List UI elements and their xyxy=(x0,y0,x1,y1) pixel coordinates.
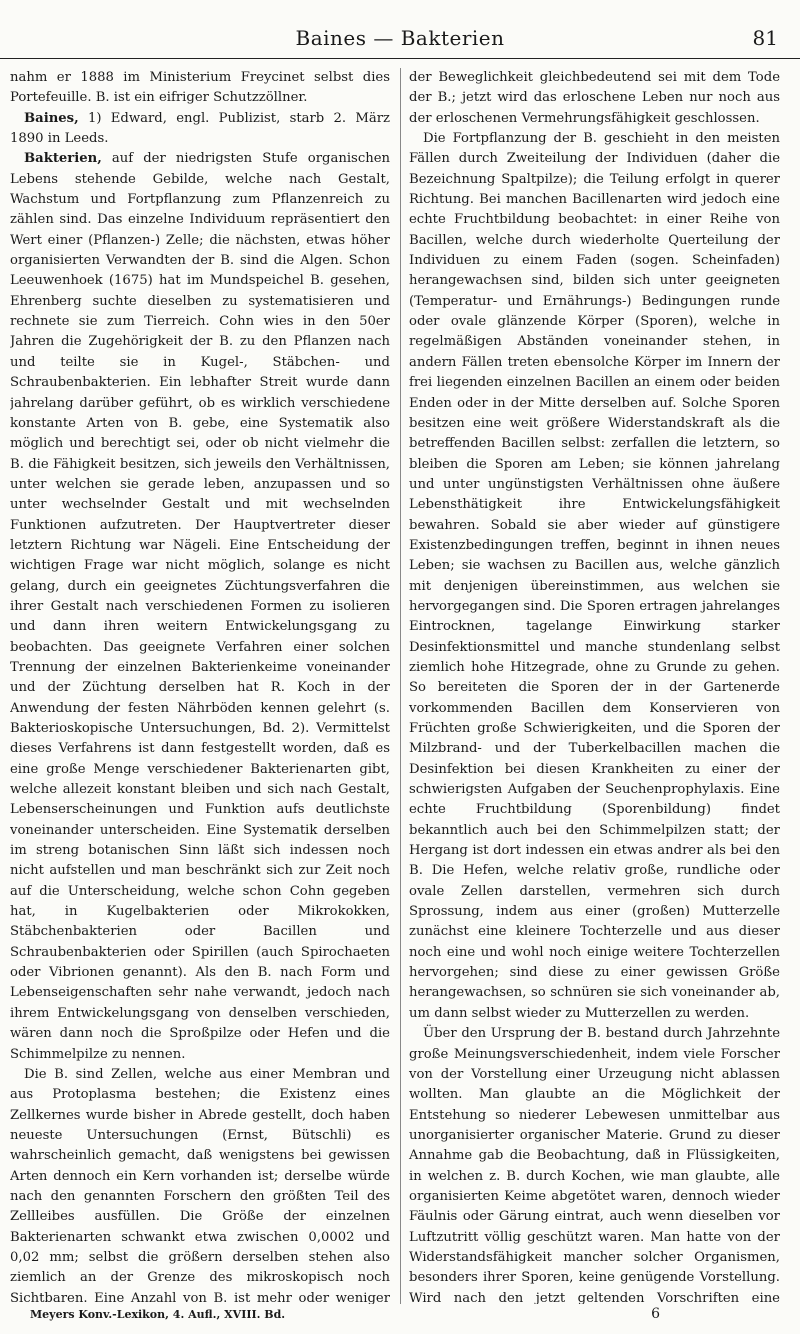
entry-baines xyxy=(10,109,390,150)
entry-text: 1) Edward, engl. Publizist, starb 2. März 1890 in Leeds. xyxy=(10,110,390,147)
entry-headword: Bakterien, xyxy=(24,151,102,167)
page-number: 81 xyxy=(752,26,778,50)
entry-text: auf der niedrigsten Stufe organischen Lebens stehende Gebilde, welche nach Gestalt, Wachstum und Fortpflanzung zum Pflanzenreich zu zählen sind. Das einzelne Individuum repräsentiert den Wert einer (Pflanzen-) Zelle; die nächsten, etwas höher organisierten Verwandten der B. sind die Algen. Schon Leeuwenhoek (1675) hat im Mundspeichel B. gesehen, Ehrenberg suchte dieselben zu systematisieren und rechnete sie zum Tierreich. Cohn wies in den 50er Jahren die Zugehörigkeit der B. zu den Pflanzen nach und teilte sie in Kugel-, Stäbchen- und Schraubenbakterien. Ein lebhafter Streit wurde dann jahrelang darüber geführt, ob es wirklich verschiedene konstante Arten von B. gebe, eine Systematik also möglich und berechtigt sei, oder ob nicht vielmehr die B. die Fähigkeit besitzen, sich jeweils den Verhältnissen, unter welchen sie gerade leben, anzupassen und so unter wechselnder Gestalt und mit wechselnden Funktionen aufzutreten. Der Hauptvertreter dieser letztern Richtung war Nägeli. Eine Entscheidung der wichtigen Frage war nicht möglich, solange es nicht gelang, durch ein geeignetes Züchtungsverfahren die ihrer Gestalt nach verschiedenen Formen zu isolieren und dann ihren weitern Entwickelungsgang zu beobachten. Das geeignete Verfahren einer solchen Trennung der einzelnen Bakterienkeime voneinander und der Züchtung derselben hat R. Koch in der Anwendung der festen Nährböden kennen gelehrt (s. Bakterioskopische Untersuchungen, Bd. 2). Vermittelst dieses Verfahrens ist dann festgestellt worden, daß es eine große Menge verschiedener Bakterienarten gibt, welche allezeit konstant bleiben und sich nach Gestalt, Lebenserscheinungen und Funktion aufs deutlichste voneinander unterscheiden. Eine Systematik derselben im streng botanischen Sinn läßt sich indessen noch nicht aufstellen und man beschränkt sich zur Zeit noch auf die Unterscheidung, welche schon Cohn gegeben hat, in Kugelbakterien oder Mikrokokken, Stäbchenbakterien oder Bacillen und Schraubenbakterien oder Spirillen (auch Spirochaeten oder Vibrionen genannt). Als den B. nach Form und Lebenseigenschaften sehr nahe verwandt, jedoch nach ihrem Entwickelungsgang von denselben verschieden, wären dann noch die Sproßpilze oder Hefen und die Schimmelpilze zu nennen. xyxy=(10,151,390,1062)
running-header xyxy=(0,22,800,59)
left-column xyxy=(10,68,390,1304)
footer-credit: Meyers Konv.-Lexikon, 4. Aufl., XVIII. Bd. xyxy=(30,1308,286,1321)
entry-bakterien xyxy=(10,149,390,1064)
footer xyxy=(20,1306,780,1328)
entry-headword: Baines, xyxy=(24,110,79,126)
right-column xyxy=(400,68,780,1304)
signature-mark: 6 xyxy=(651,1306,660,1322)
paragraph: Die Fortpflanzung der B. geschieht in den meisten Fällen durch Zweiteilung der Individuen (daher die Bezeichnung Spaltpilze); die Teilung erfolgt in querer Richtung. Bei manchen Bacillenarten wird jedoch eine echte Fruchtbildung beobachtet: in einer Reihe von Bacillen, welche durch wiederholte Querteilung der Individuen zu einem Faden (sogen. Scheinfaden) herangewachsen sind, bilden sich unter geeigneten (Temperatur- und Ernährungs-) Bedingungen runde oder ovale glänzende Körper (Sporen), welche in regelmäßigen Abständen voneinander stehen, in andern Fällen treten ebensolche Körper im Innern der frei liegenden einzelnen Bacillen an einem oder beiden Enden oder in der Mitte derselben auf. Solche Sporen besitzen eine weit größere Widerstandskraft als die betreffenden Bacillen selbst: zerfallen die letztern, so bleiben die Sporen am Leben; sie können jahrelang und unter ungünstigsten Verhältnissen ohne äußere Lebensthätigkeit ihre Entwickelungsfähigkeit bewahren. Sobald sie aber wieder auf günstigere Existenzbedingungen treffen, beginnt in ihnen neues Leben; sie wachsen zu Bacillen aus, welche gänzlich mit denjenigen übereinstimmen, aus welchen sie hervorgegangen sind. Die Sporen ertragen jahrelanges Eintrocknen, tagelange Einwirkung starker Desinfektionsmittel und manche stundenlang selbst ziemlich hohe Hitzegrade, ohne zu Grunde zu gehen. So bereiteten die Sporen der in der Gartenerde vorkommenden Bacillen dem Konservieren von Früchten große Schwierigkeiten, und die Sporen der Milzbrand- und der Tuberkelbacillen machen die Desinfektion bei diesen Krankheiten zu einer der schwierigsten Aufgaben der Seuchenprophylaxis. Eine echte Fruchtbildung (Sporenbildung) findet bekanntlich auch bei den Schimmelpilzen statt; der Hergang ist dort indessen ein etwas andrer als bei den B. Die Hefen, welche relativ große, rundliche oder ovale Zellen darstellen, vermehren sich durch Sprossung, indem aus einer (großen) Mutterzelle zunächst eine kleinere Tochterzelle und aus dieser noch eine und wohl noch einige weitere Tochterzellen hervorgehen; sind diese zu einer gewissen Größe herangewachsen, so schnüren sie sich voneinander ab, um dann selbst wieder zu Mutterzellen zu werden. xyxy=(409,131,780,1021)
paragraph: nahm er 1888 im Ministerium Freycinet selbst dies Portefeuille. B. ist ein eifriger Schutzzöllner. xyxy=(10,70,390,106)
paragraph: Die B. sind Zellen, welche aus einer Membran und aus Protoplasma bestehen; die Existenz eines Zellkernes wurde bisher in Abrede gestellt, doch haben neueste Untersuchungen (Ernst, Bütschli) es wahrscheinlich gemacht, daß wenigstens bei gewissen Arten dennoch ein Kern vorhanden ist; derselbe würde nach den genannten Forschern den größten Teil des Zellleibes ausfüllen. Die Größe der einzelnen Bakterienarten schwankt etwa zwischen 0,0002 und 0,02 mm; selbst die größern derselben stehen also ziemlich an der Grenze des mikroskopisch noch Sichtbaren. Eine Anzahl von B. ist mehr oder weniger xyxy=(10,1066,390,1304)
header-title: Baines — Bakterien xyxy=(295,26,505,50)
paragraph: der Beweglichkeit gleichbedeutend sei mit dem Tode der B.; jetzt wird das erloschene Leben nur noch aus der erloschenen Vermehrungsfähigkeit geschlossen. xyxy=(409,70,780,126)
paragraph: Über den Ursprung der B. bestand durch Jahrzehnte große Meinungsverschiedenheit, indem viele Forscher von der Vorstellung einer Urzeugung nicht ablassen wollten. Man glaubte an die Möglichkeit der Entstehung so niederer Lebewesen unmittelbar aus unorganisierter organischer Materie. Grund zu dieser Annahme gab die Beobachtung, daß in Flüssigkeiten, in welchen z. B. durch Kochen, wie man glaubte, alle organisierten Keime abgetötet waren, dennoch wieder Fäulnis oder Gärung eintrat, auch wenn dieselben vor Luftzutritt völlig geschützt waren. Man hatte von der Widerstandsfähigkeit mancher solcher Organismen, besonders ihrer Sporen, keine genügende Vorstellung. Wird nach den jetzt geltenden Vorschriften eine xyxy=(409,1026,780,1304)
